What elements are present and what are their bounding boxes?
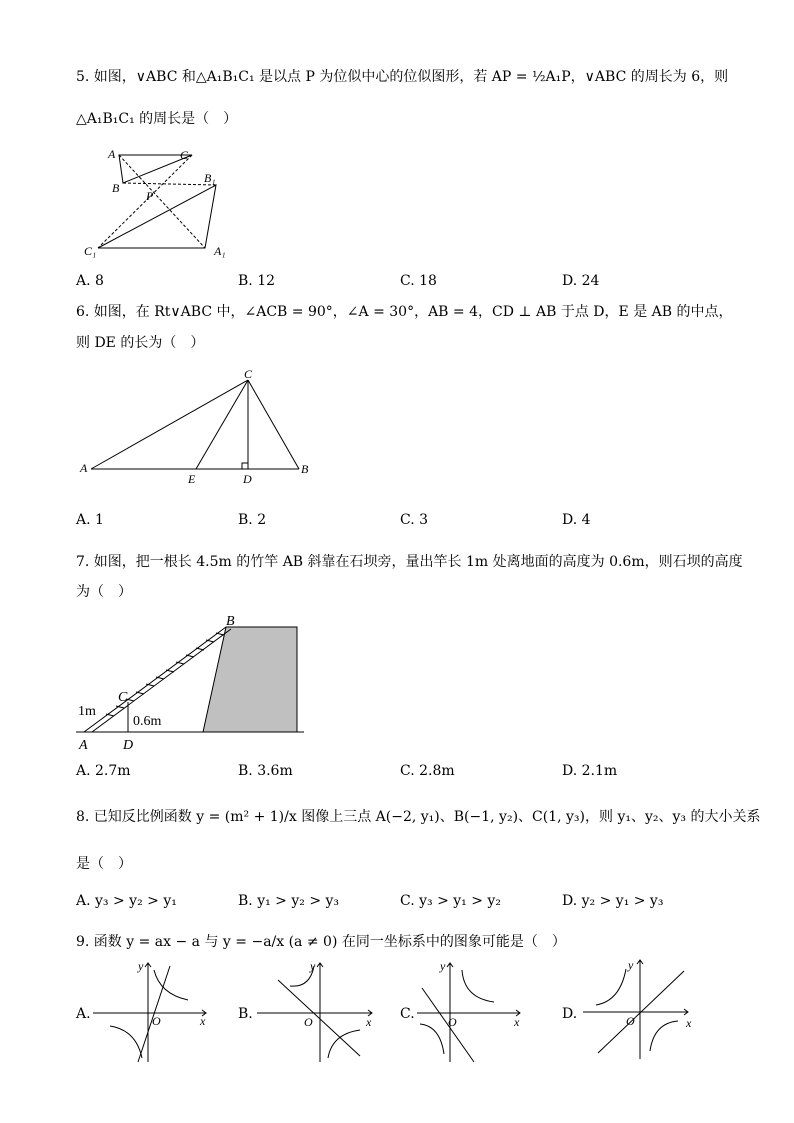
q8-option-a[interactable]: A. y₃ > y₂ > y₁ (76, 893, 177, 909)
q7-figure (76, 605, 311, 755)
q5-option-c[interactable]: C. 18 (400, 273, 437, 289)
q5-option-b[interactable]: B. 12 (238, 273, 276, 289)
q9-c-origin: O (448, 1015, 457, 1029)
q9-option-d[interactable]: D. (562, 1006, 578, 1022)
q9-graph-d[interactable] (578, 955, 703, 1063)
q7-dam (203, 627, 297, 732)
q9-b-origin: O (304, 1015, 313, 1029)
q6-label-e: E (188, 472, 196, 486)
q9-b-y-label: y (310, 959, 316, 973)
q6-figure (76, 365, 326, 490)
q5-label-b1: B₁ (204, 171, 216, 185)
q8-stem-line2: 是（ ） (76, 856, 132, 872)
q5-label-c: C (180, 148, 189, 162)
q9-d-origin: O (626, 1014, 635, 1028)
q6-label-c: C (244, 367, 253, 381)
q9-stem-line1: 9. 函数 y = ax − a 与 y = −a/x (a ≠ 0) 在同一坐标系中的图象可能是（ ） (76, 934, 566, 950)
q7-option-d[interactable]: D. 2.1m (562, 763, 618, 779)
q8-option-b[interactable]: B. y₁ > y₂ > y₃ (238, 893, 340, 909)
q9-graph-a[interactable] (88, 958, 213, 1066)
q5-label-a: A (108, 147, 116, 161)
q9-c-x-label: x (514, 1015, 520, 1029)
q9-graph-b[interactable] (252, 958, 377, 1066)
q9-graph-c[interactable] (412, 958, 537, 1066)
q9-option-c[interactable]: C. (400, 1006, 415, 1022)
q8-option-d[interactable]: D. y₂ > y₁ > y₃ (562, 893, 664, 909)
q7-label-1m: 1m (78, 704, 96, 719)
q5-stem-line2: △A₁B₁C₁ 的周长是（ ） (76, 111, 238, 127)
q7-stem-line2: 为（ ） (76, 584, 132, 600)
q6-option-d[interactable]: D. 4 (562, 512, 591, 528)
q6-option-b[interactable]: B. 2 (238, 512, 267, 528)
q9-option-a[interactable]: A. (76, 1006, 91, 1022)
q7-label-b: B (226, 614, 235, 629)
q6-label-d: D (243, 472, 252, 486)
q6-label-a: A (80, 461, 88, 475)
q9-d-x-label: x (686, 1016, 692, 1030)
q7-label-d: D (123, 738, 134, 753)
q8-option-c[interactable]: C. y₃ > y₁ > y₂ (400, 893, 501, 909)
q6-stem-line2: 则 DE 的长为（ ） (76, 335, 205, 351)
q5-label-c1: C₁ (84, 244, 97, 258)
q5-figure (76, 140, 246, 260)
q7-option-a[interactable]: A. 2.7m (76, 763, 131, 779)
q7-label-c: C (118, 690, 128, 705)
q6-label-b: B (301, 462, 309, 476)
q7-label-a: A (79, 738, 88, 753)
q5-stem-line1: 5. 如图，∨ABC 和△A₁B₁C₁ 是以点 P 为位似中心的位似图形，若 AP = ½A₁P，∨ABC 的周长为 6，则 (76, 69, 729, 85)
q5-label-a1: A₁ (214, 244, 226, 258)
q6-option-c[interactable]: C. 3 (400, 512, 429, 528)
q7-option-c[interactable]: C. 2.8m (400, 763, 455, 779)
q7-stem-line1: 7. 如图，把一根长 4.5m 的竹竿 AB 斜靠在石坝旁，量出竿长 1m 处离地面的高度为 0.6m，则石坝的高度 (76, 554, 743, 570)
q9-a-x-label: x (200, 1014, 206, 1028)
q7-option-b[interactable]: B. 3.6m (238, 763, 293, 779)
q5-option-a[interactable]: A. 8 (76, 273, 104, 289)
q7-label-height: 0.6m (133, 714, 162, 729)
q9-c-y-label: y (440, 959, 446, 973)
q9-option-b[interactable]: B. (238, 1006, 253, 1022)
q9-d-y-label: y (628, 958, 634, 972)
q9-a-y-label: y (138, 959, 144, 973)
q5-label-p: P (146, 189, 154, 203)
q5-label-b: B (112, 181, 120, 195)
q8-stem-line1: 8. 已知反比例函数 y = (m² + 1)/x 图像上三点 A(−2, y₁)、B(−1, y₂)、C(1, y₃)，则 y₁、y₂、y₃ 的大小关系 (76, 809, 761, 825)
q6-stem-line1: 6. 如图，在 Rt∨ABC 中，∠ACB = 90°，∠A = 30°，AB = 4，CD ⊥ AB 于点 D，E 是 AB 的中点， (76, 304, 733, 320)
q6-option-a[interactable]: A. 1 (76, 512, 104, 528)
q9-a-origin: O (152, 1014, 161, 1028)
q5-option-d[interactable]: D. 24 (562, 273, 600, 289)
q9-b-x-label: x (366, 1015, 372, 1029)
